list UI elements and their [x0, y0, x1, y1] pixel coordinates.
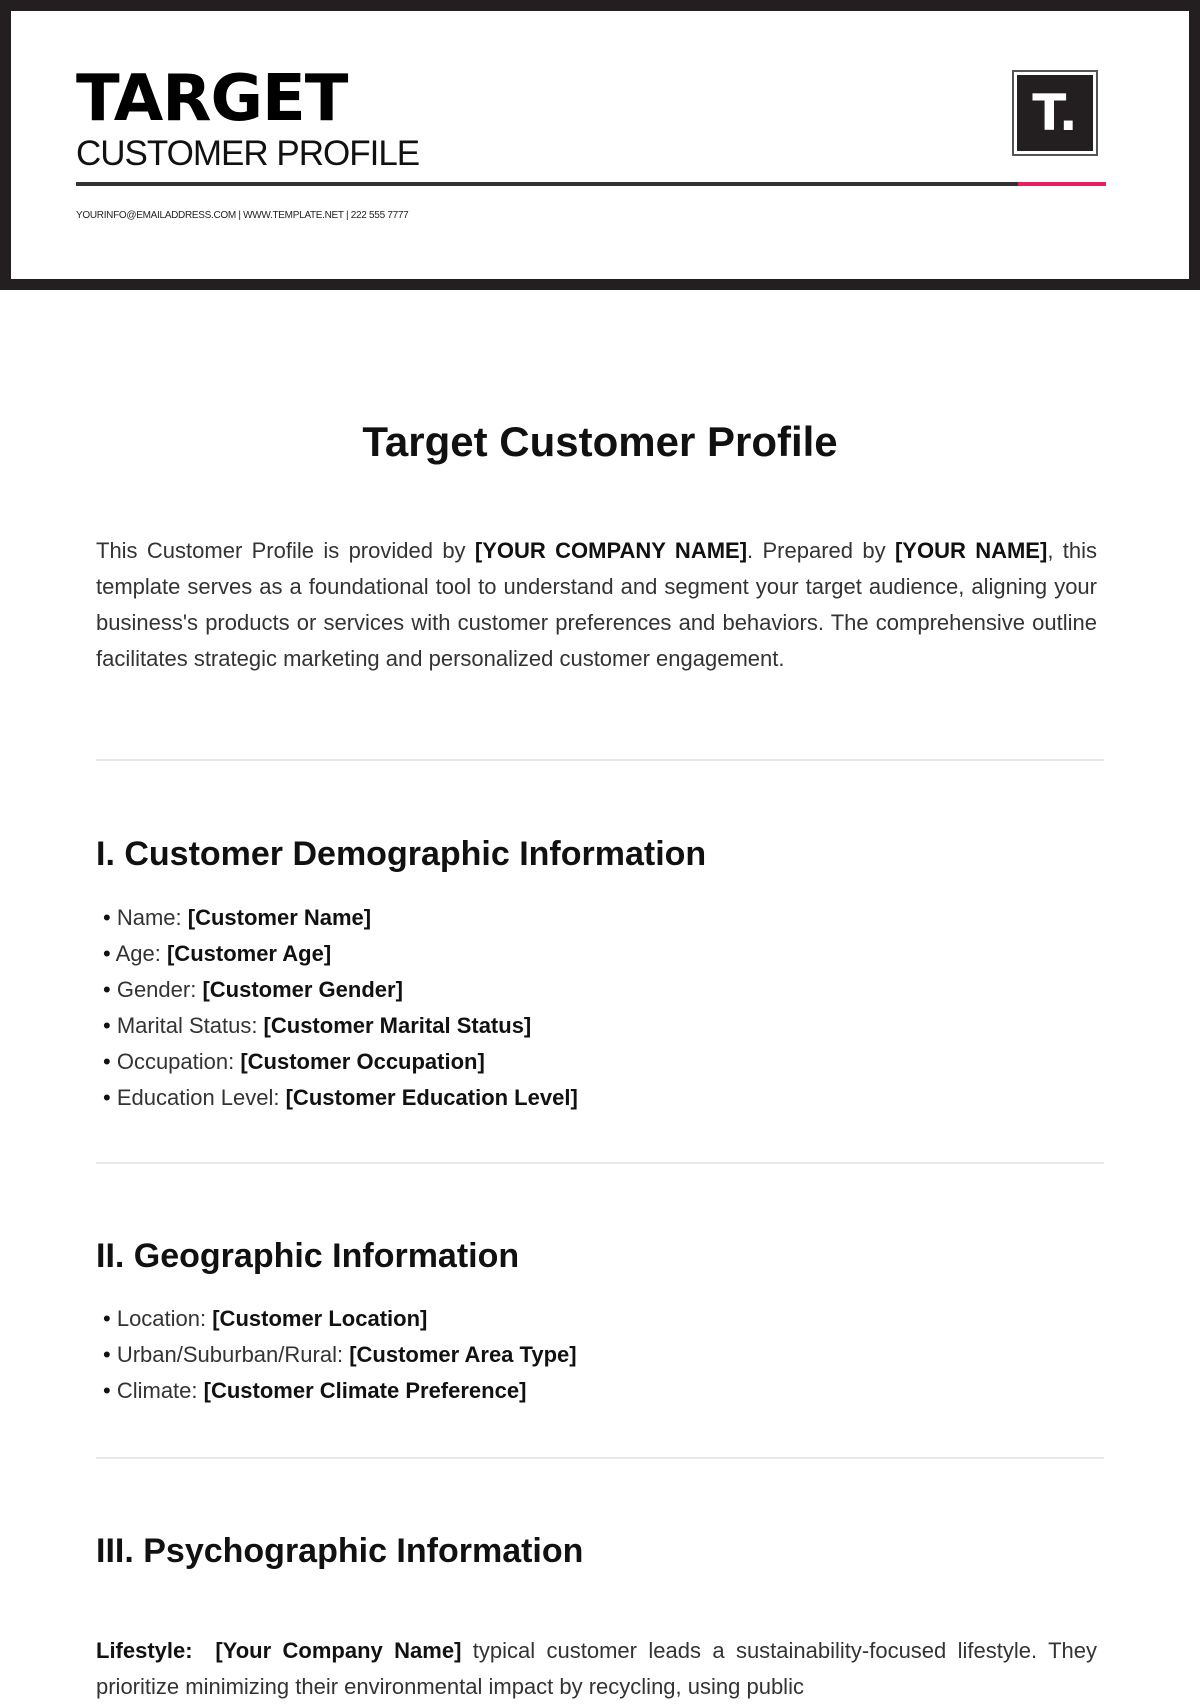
- item-value: [Customer Name]: [187, 905, 372, 930]
- section-heading: III. Psychographic Information: [96, 1532, 584, 1570]
- name-placeholder: [YOUR NAME]: [894, 538, 1048, 563]
- item-label: Climate:: [116, 1378, 204, 1403]
- item-label: Marital Status:: [116, 1013, 264, 1038]
- list-item: [103, 1301, 577, 1337]
- divider: [96, 759, 1104, 761]
- list-item: [103, 936, 578, 972]
- item-value: [Customer Occupation]: [240, 1049, 485, 1074]
- item-label: Age:: [115, 941, 167, 966]
- item-value: [Customer Climate Preference]: [203, 1378, 527, 1403]
- brand-subtitle: CUSTOMER PROFILE: [76, 134, 420, 173]
- lifestyle-label: Lifestyle:: [96, 1638, 204, 1663]
- header-rule: [76, 182, 1018, 186]
- item-value: [Customer Gender]: [202, 977, 403, 1002]
- list-item: [103, 1337, 577, 1373]
- contact-info: YOURINFO@EMAILADDRESS.COM | WWW.TEMPLATE.NET | 222 555 7777: [76, 210, 409, 221]
- geographic-list: [103, 1301, 577, 1409]
- item-label: Name:: [116, 905, 188, 930]
- lifestyle-text: typical customer leads a sustainability-focused lifestyle. They prioritize minimizing their environmental impact by recycling, using public: [96, 1638, 1098, 1699]
- page-title: Target Customer Profile: [362, 418, 838, 465]
- lifestyle-paragraph: [96, 1633, 1097, 1705]
- list-item: [103, 1373, 577, 1409]
- item-label: Occupation:: [116, 1049, 241, 1074]
- item-label: Gender:: [116, 977, 203, 1002]
- company-placeholder: [Your Company Name]: [215, 1638, 462, 1663]
- item-label: Location:: [116, 1306, 213, 1331]
- item-label: Urban/Suburban/Rural:: [116, 1342, 350, 1367]
- section-heading: II. Geographic Information: [96, 1237, 520, 1275]
- company-placeholder: [YOUR COMPANY NAME]: [474, 538, 748, 563]
- intro-paragraph: [96, 533, 1097, 677]
- item-label: Education Level:: [116, 1085, 286, 1110]
- brand-title: TARGET: [76, 62, 348, 136]
- item-value: [Customer Area Type]: [349, 1342, 577, 1367]
- divider: [96, 1162, 1104, 1164]
- item-value: [Customer Education Level]: [285, 1085, 578, 1110]
- section-heading: I. Customer Demographic Information: [96, 835, 707, 873]
- intro-text: , this template serves as a foundational tool to understand and segment your target audience, aligning your business's products or services with customer preferences and behaviors. The comprehensive outline facilitates strategic marketing and personalized customer engagement.: [96, 538, 1098, 671]
- list-item: [103, 972, 578, 1008]
- list-item: [103, 1008, 578, 1044]
- divider: [96, 1457, 1104, 1459]
- intro-text: This Customer Profile is provided by: [96, 538, 475, 563]
- list-item: [103, 1080, 578, 1116]
- item-value: [Customer Marital Status]: [263, 1013, 532, 1038]
- item-value: [Customer Location]: [212, 1306, 428, 1331]
- list-item: [103, 1044, 578, 1080]
- logo: [1012, 70, 1098, 156]
- logo-mark: T.: [1017, 75, 1093, 151]
- intro-text: . Prepared by: [747, 538, 895, 563]
- header-rule-accent: [1018, 182, 1106, 186]
- list-item: [103, 900, 578, 936]
- item-value: [Customer Age]: [166, 941, 332, 966]
- demographic-list: [103, 900, 578, 1116]
